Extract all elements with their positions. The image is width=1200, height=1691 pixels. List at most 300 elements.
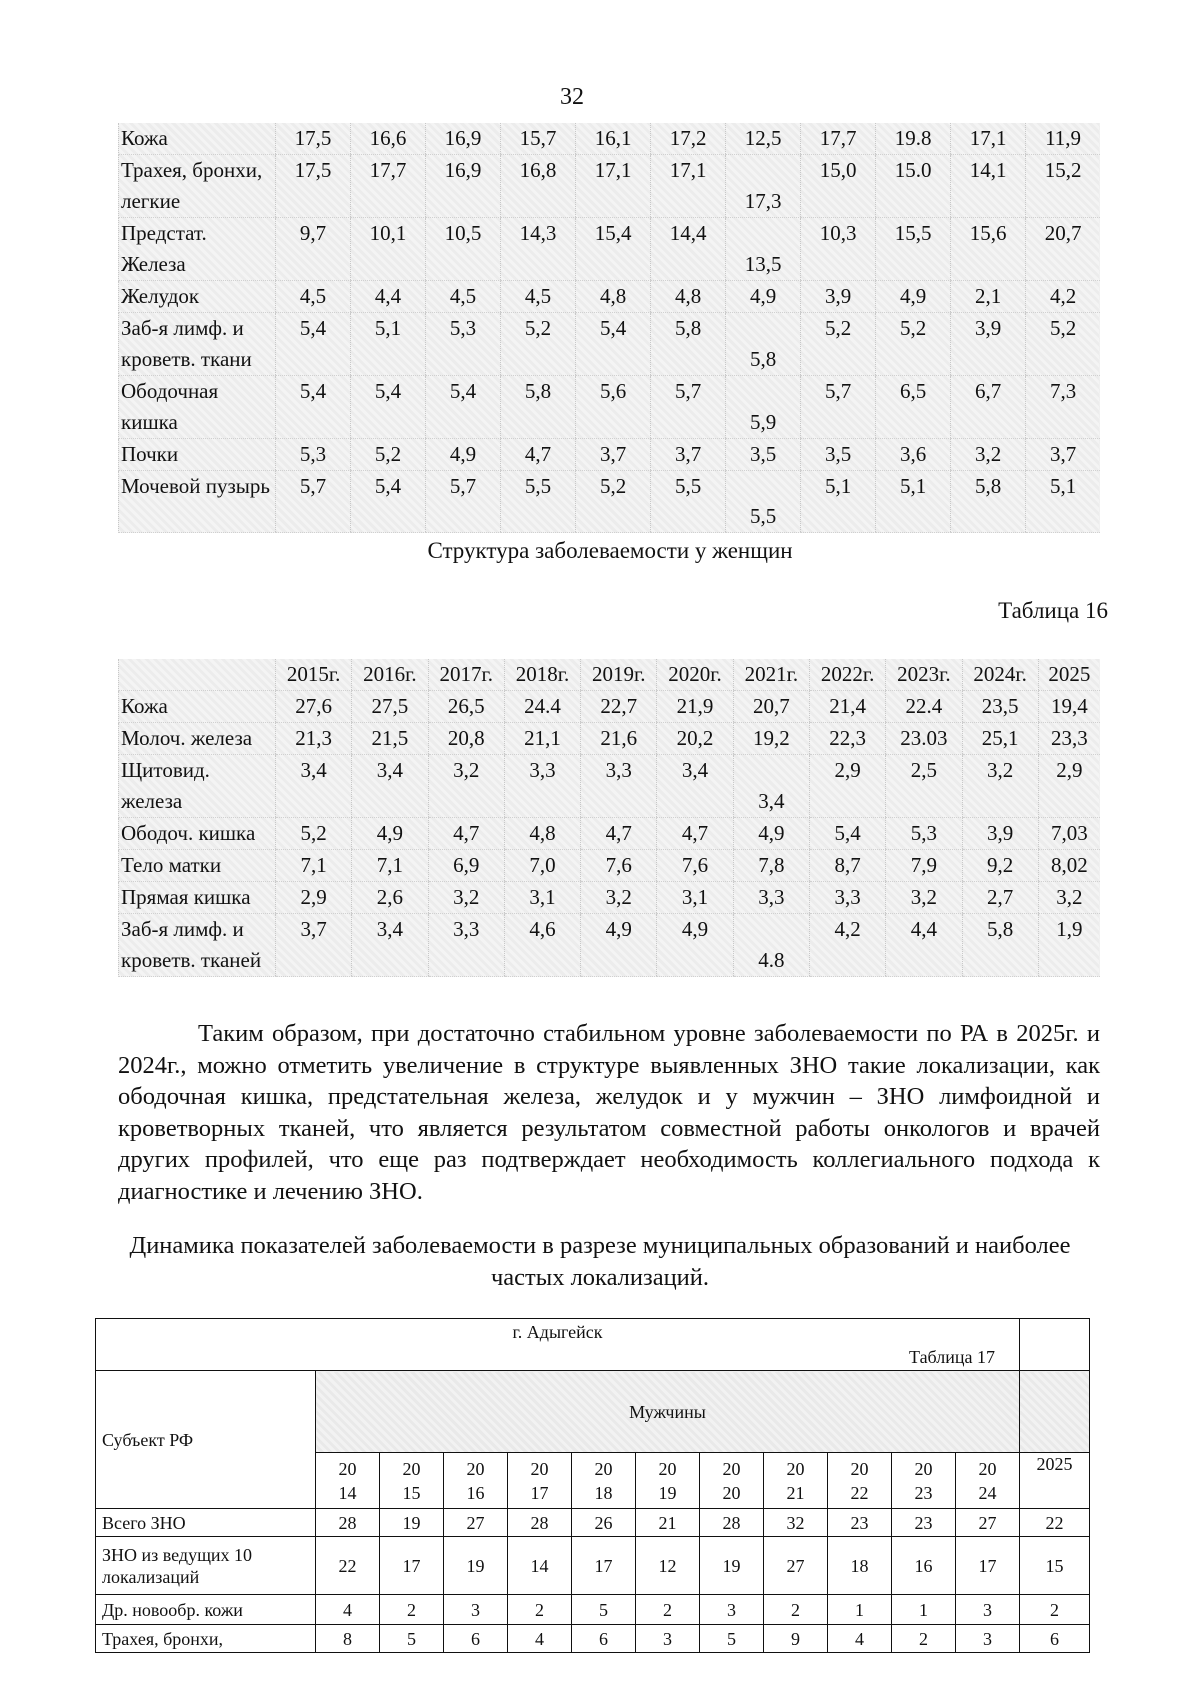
- table-cell: 5,8: [726, 313, 801, 376]
- table-cell: 27,6: [276, 691, 352, 723]
- table-cell: 4,8: [651, 281, 726, 313]
- table-cell: 1: [892, 1595, 956, 1625]
- row-label: Заб-я лимф. и кроветв. тканей: [119, 914, 276, 977]
- table-cell: 6,9: [428, 850, 504, 882]
- table-cell: 22,7: [581, 691, 657, 723]
- table-cell: 3,3: [733, 882, 809, 914]
- table-cell: 5,5: [651, 471, 726, 533]
- row-label: Предстат. Железа: [119, 218, 276, 281]
- column-header: 2019г.: [581, 659, 657, 691]
- table-cell: 2: [1020, 1595, 1090, 1625]
- table-cell: 17,7: [351, 155, 426, 218]
- table-cell: 19,4: [1038, 691, 1100, 723]
- row-label: Молоч. железа: [119, 723, 276, 755]
- table-cell: 20,8: [428, 723, 504, 755]
- table-cell: 5,9: [726, 376, 801, 439]
- table-cell: 4,7: [501, 439, 576, 471]
- table-cell: 3,4: [733, 755, 809, 818]
- year-header: [508, 1453, 572, 1509]
- table-cell: 5,5: [726, 471, 801, 533]
- table-cell: 3,4: [352, 914, 428, 977]
- table-cell: 5,4: [426, 376, 501, 439]
- table-cell: 5,2: [576, 471, 651, 533]
- table-men-incidence-structure: [118, 123, 1100, 533]
- table-cell: 4,9: [581, 914, 657, 977]
- table-cell: 5,4: [276, 313, 351, 376]
- column-header: 2022г.: [809, 659, 885, 691]
- column-header: 2015г.: [276, 659, 352, 691]
- table-cell: 3,2: [581, 882, 657, 914]
- group-header-men: Мужчины: [316, 1371, 1020, 1453]
- column-header: 2021г.: [733, 659, 809, 691]
- table-cell: 5,4: [276, 376, 351, 439]
- year-part: 20: [338, 1458, 357, 1479]
- table-cell: 2: [764, 1595, 828, 1625]
- table-cell: 2,6: [352, 882, 428, 914]
- year-header: [444, 1453, 508, 1509]
- table-cell: 20,7: [1026, 218, 1100, 281]
- year-header: [700, 1453, 764, 1509]
- header-empty-cell: [119, 659, 276, 691]
- table-cell: 4,9: [657, 914, 733, 977]
- table-cell: 12: [636, 1537, 700, 1595]
- table-cell: 22: [316, 1537, 380, 1595]
- table-cell: 4,9: [726, 281, 801, 313]
- table-cell: 14,4: [651, 218, 726, 281]
- table-cell: 16,1: [576, 123, 651, 155]
- year-part: 20: [978, 1458, 997, 1479]
- table-cell: 10,5: [426, 218, 501, 281]
- table-cell: 5,3: [886, 818, 962, 850]
- table-cell: 17,7: [801, 123, 876, 155]
- table-cell: 2,9: [809, 755, 885, 818]
- table-cell: 3: [636, 1625, 700, 1653]
- table-cell: 7,6: [581, 850, 657, 882]
- table-cell: 3,7: [576, 439, 651, 471]
- table-cell: 17: [956, 1537, 1020, 1595]
- table-cell: 9,7: [276, 218, 351, 281]
- empty-cell: [1020, 1319, 1090, 1371]
- year-part: 20: [786, 1458, 805, 1479]
- row-label: Почки: [119, 439, 276, 471]
- column-header: 2016г.: [352, 659, 428, 691]
- table-cell: 3: [956, 1595, 1020, 1625]
- year-part: 18: [594, 1482, 613, 1503]
- row-label: Желудок: [119, 281, 276, 313]
- table-cell: 20,7: [733, 691, 809, 723]
- year-part: 20: [722, 1458, 741, 1479]
- table-cell: 4,7: [428, 818, 504, 850]
- table-cell: 3,7: [1026, 439, 1100, 471]
- table-cell: 4,5: [426, 281, 501, 313]
- table-cell: 7,8: [733, 850, 809, 882]
- caption-women: Структура заболеваемости у женщин: [427, 538, 793, 563]
- table-cell: 16,8: [501, 155, 576, 218]
- table-cell: 14: [508, 1537, 572, 1595]
- table-cell: 5,6: [576, 376, 651, 439]
- table-cell: 4,4: [351, 281, 426, 313]
- table-cell: 3,1: [657, 882, 733, 914]
- table-cell: 3,2: [962, 755, 1038, 818]
- column-header: 2018г.: [504, 659, 580, 691]
- table-cell: 8,7: [809, 850, 885, 882]
- year-part: 21: [786, 1482, 805, 1503]
- column-header: 2024г.: [962, 659, 1038, 691]
- table-cell: 15,2: [1026, 155, 1100, 218]
- header-row: [119, 659, 1101, 691]
- table-cell: 5,2: [351, 439, 426, 471]
- table-cell: 2: [508, 1595, 572, 1625]
- table-cell: 5,1: [1026, 471, 1100, 533]
- table-cell: 4,9: [876, 281, 951, 313]
- year-part: 19: [658, 1482, 677, 1503]
- summary-paragraph: Таким образом, при достаточно стабильном уровне заболеваемости по РА в 2025г. и 2024г., можно отметить увеличение в структуре выявленных ЗНО такие локализации, как ободочная кишка, предстательная железа, желудок и у мужчин – ЗНО лимфоидной и кроветворных тканей, что является результатом совместной работы онкологов и врачей других профилей, что еще раз подтверждает необходимость коллегиального подхода к диагностике и лечению ЗНО.: [118, 1020, 1100, 1205]
- table-cell: 3,3: [428, 914, 504, 977]
- table-cell: 8: [316, 1625, 380, 1653]
- table-cell: 26: [572, 1509, 636, 1537]
- table-row: [119, 218, 1101, 281]
- table-cell: 21,6: [581, 723, 657, 755]
- table-cell: 10,3: [801, 218, 876, 281]
- table-cell: 3,9: [951, 313, 1026, 376]
- table-row: [119, 850, 1101, 882]
- table-cell: 13,5: [726, 218, 801, 281]
- table-cell: 5,7: [801, 376, 876, 439]
- table-cell: 7,1: [352, 850, 428, 882]
- table-cell: 16: [892, 1537, 956, 1595]
- table-cell: 15,7: [501, 123, 576, 155]
- table-cell: 7,3: [1026, 376, 1100, 439]
- year-part: 20: [722, 1482, 741, 1503]
- table-cell: 19.8: [876, 123, 951, 155]
- table-cell: 4,8: [504, 818, 580, 850]
- table-cell: 7,03: [1038, 818, 1100, 850]
- table-cell: 23: [892, 1509, 956, 1537]
- table-cell: 27: [956, 1509, 1020, 1537]
- row-label: Заб-я лимф. и кроветв. ткани: [119, 313, 276, 376]
- table-cell: 5,2: [276, 818, 352, 850]
- table-cell: 10,1: [351, 218, 426, 281]
- table-cell: 21,9: [657, 691, 733, 723]
- table-cell: 15,6: [951, 218, 1026, 281]
- table-cell: 3,9: [962, 818, 1038, 850]
- column-header: 2023г.: [886, 659, 962, 691]
- table-cell: 5,8: [651, 313, 726, 376]
- table-cell: 6,5: [876, 376, 951, 439]
- table-cell: 5,8: [962, 914, 1038, 977]
- table-cell: 28: [316, 1509, 380, 1537]
- table-cell: 7,1: [276, 850, 352, 882]
- table-cell: 5,8: [951, 471, 1026, 533]
- table-cell: 14,1: [951, 155, 1026, 218]
- table-cell: 27: [444, 1509, 508, 1537]
- table-cell: 3,3: [809, 882, 885, 914]
- table-cell: 3,2: [951, 439, 1026, 471]
- table17-title-row: [96, 1319, 1090, 1371]
- table-cell: 2,1: [951, 281, 1026, 313]
- year-part: 20: [402, 1458, 421, 1479]
- year-part: 20: [594, 1458, 613, 1479]
- table-cell: 5,7: [276, 471, 351, 533]
- row-label: Трахея, бронхи,: [96, 1625, 316, 1653]
- table-cell: 4,2: [809, 914, 885, 977]
- table-row: [96, 1537, 1090, 1595]
- table-cell: 2,5: [886, 755, 962, 818]
- table-cell: 23,3: [1038, 723, 1100, 755]
- year-part: 15: [402, 1482, 421, 1503]
- table-cell: 19,2: [733, 723, 809, 755]
- table-cell: 5,5: [501, 471, 576, 533]
- table-cell: 17,5: [276, 123, 351, 155]
- table-cell: 15,0: [801, 155, 876, 218]
- table-cell: 3,2: [428, 882, 504, 914]
- row-label: Трахея, бронхи, легкие: [119, 155, 276, 218]
- table-cell: 5,2: [1026, 313, 1100, 376]
- row-label: Щитовид. железа: [119, 755, 276, 818]
- table-cell: 5: [380, 1625, 444, 1653]
- table-cell: 17: [380, 1537, 444, 1595]
- table-cell: 5,4: [576, 313, 651, 376]
- table-cell: 17: [572, 1537, 636, 1595]
- table-cell: 5,7: [651, 376, 726, 439]
- year-header: [956, 1453, 1020, 1509]
- table-cell: 14,3: [501, 218, 576, 281]
- table-cell: 27,5: [352, 691, 428, 723]
- table-cell: 21,5: [352, 723, 428, 755]
- table-cell: 3,9: [801, 281, 876, 313]
- table-cell: 22: [1020, 1509, 1090, 1537]
- row-label: Ободочная кишка: [119, 376, 276, 439]
- year-part: 14: [338, 1482, 357, 1503]
- table16-label: Таблица 16: [998, 598, 1108, 623]
- table-cell: 19: [380, 1509, 444, 1537]
- page-number: 32: [560, 84, 584, 110]
- table-cell: 4.8: [733, 914, 809, 977]
- table-row: [96, 1595, 1090, 1625]
- table-cell: 28: [700, 1509, 764, 1537]
- empty-cell: [1020, 1371, 1090, 1453]
- table-cell: 16,9: [426, 123, 501, 155]
- column-header: 2017г.: [428, 659, 504, 691]
- table-cell: 4,9: [352, 818, 428, 850]
- table-cell: 5,4: [351, 376, 426, 439]
- table-cell: 5,2: [801, 313, 876, 376]
- row-label: Ободоч. кишка: [119, 818, 276, 850]
- table-cell: 24.4: [504, 691, 580, 723]
- table-cell: 11,9: [1026, 123, 1100, 155]
- table-cell: 1,9: [1038, 914, 1100, 977]
- table-cell: 3,4: [657, 755, 733, 818]
- table17-label: Таблица 17: [909, 1347, 995, 1367]
- table-women-incidence-structure: [118, 659, 1100, 977]
- table-cell: 5,4: [351, 471, 426, 533]
- column-header: 2025: [1038, 659, 1100, 691]
- year-header: [380, 1453, 444, 1509]
- year-part: 20: [530, 1458, 549, 1479]
- table-cell: 5,3: [426, 313, 501, 376]
- table-cell: 2: [892, 1625, 956, 1653]
- table-cell: 17,3: [726, 155, 801, 218]
- city-name: г. Адыгейск: [512, 1322, 603, 1342]
- table-cell: 20,2: [657, 723, 733, 755]
- row-label: Тело матки: [119, 850, 276, 882]
- table-row: [119, 439, 1101, 471]
- row-label: Прямая кишка: [119, 882, 276, 914]
- table-cell: 23.03: [886, 723, 962, 755]
- year-part: 20: [850, 1458, 869, 1479]
- table-cell: 21: [636, 1509, 700, 1537]
- table-row: [119, 691, 1101, 723]
- table-cell: 2,9: [276, 882, 352, 914]
- table-cell: 3,2: [1038, 882, 1100, 914]
- table-cell: 5,2: [876, 313, 951, 376]
- table-cell: 23: [828, 1509, 892, 1537]
- year-part: 16: [466, 1482, 485, 1503]
- table-cell: 3,6: [876, 439, 951, 471]
- table-cell: 2: [380, 1595, 444, 1625]
- table-cell: 5,4: [809, 818, 885, 850]
- table-cell: 19: [444, 1537, 508, 1595]
- table-cell: 6: [1020, 1625, 1090, 1653]
- table-cell: 5,2: [501, 313, 576, 376]
- table-cell: 4,6: [504, 914, 580, 977]
- table-cell: 5,8: [501, 376, 576, 439]
- table17-adygeysk: [95, 1318, 1090, 1653]
- table-cell: 2,7: [962, 882, 1038, 914]
- table-row: [119, 914, 1101, 977]
- table-cell: 19: [700, 1537, 764, 1595]
- table-row: [96, 1625, 1090, 1653]
- table-cell: 7,9: [886, 850, 962, 882]
- table-cell: 17,2: [651, 123, 726, 155]
- table-cell: 3: [700, 1595, 764, 1625]
- table-cell: 3,5: [726, 439, 801, 471]
- table-cell: 4,2: [1026, 281, 1100, 313]
- table-row: [119, 818, 1101, 850]
- table-row: [119, 723, 1101, 755]
- year-part: 24: [978, 1482, 997, 1503]
- table-cell: 22,3: [809, 723, 885, 755]
- table-row: [119, 281, 1101, 313]
- table-cell: 3,3: [504, 755, 580, 818]
- year-header: [316, 1453, 380, 1509]
- table-row: [119, 882, 1101, 914]
- year-part: 23: [914, 1482, 933, 1503]
- table-cell: 17,1: [576, 155, 651, 218]
- table-cell: 5,1: [801, 471, 876, 533]
- table-cell: 4,4: [886, 914, 962, 977]
- table-cell: 4,5: [276, 281, 351, 313]
- table-cell: 5: [572, 1595, 636, 1625]
- table-row: [119, 123, 1101, 155]
- table-cell: 4: [828, 1625, 892, 1653]
- table-cell: 3,7: [276, 914, 352, 977]
- table-cell: 5: [700, 1625, 764, 1653]
- table-cell: 4,9: [733, 818, 809, 850]
- table-cell: 17,5: [276, 155, 351, 218]
- table-cell: 15.0: [876, 155, 951, 218]
- table-cell: 8,02: [1038, 850, 1100, 882]
- table-cell: 3,5: [801, 439, 876, 471]
- table-cell: 3,3: [581, 755, 657, 818]
- table-cell: 3,7: [651, 439, 726, 471]
- year-header: [892, 1453, 956, 1509]
- row-label: Всего ЗНО: [96, 1509, 316, 1537]
- table-cell: 4,7: [581, 818, 657, 850]
- table-cell: 5,3: [276, 439, 351, 471]
- table-cell: 4,5: [501, 281, 576, 313]
- table-cell: 2,9: [1038, 755, 1100, 818]
- table-cell: 21,4: [809, 691, 885, 723]
- year-part: 20: [658, 1458, 677, 1479]
- table-cell: 6: [572, 1625, 636, 1653]
- table-cell: 5,1: [351, 313, 426, 376]
- table-row: [119, 313, 1101, 376]
- table-cell: 16,6: [351, 123, 426, 155]
- table-cell: 18: [828, 1537, 892, 1595]
- table-cell: 32: [764, 1509, 828, 1537]
- table-cell: 7,0: [504, 850, 580, 882]
- table-cell: 15,4: [576, 218, 651, 281]
- row-label: Кожа: [119, 123, 276, 155]
- year-part: 20: [914, 1458, 933, 1479]
- table17-header-row: [96, 1371, 1090, 1453]
- row-label: Мочевой пузырь: [119, 471, 276, 533]
- section-heading: Динамика показателей заболеваемости в разрезе муниципальных образований и наиболее частых локализаций.: [129, 1232, 1071, 1291]
- table-cell: 15: [1020, 1537, 1090, 1595]
- table-row: [96, 1509, 1090, 1537]
- table-cell: 7,6: [657, 850, 733, 882]
- table-cell: 1: [828, 1595, 892, 1625]
- table-row: [119, 155, 1101, 218]
- table-cell: 25,1: [962, 723, 1038, 755]
- table-cell: 3: [444, 1595, 508, 1625]
- table-cell: 12,5: [726, 123, 801, 155]
- table-cell: 26,5: [428, 691, 504, 723]
- table-cell: 27: [764, 1537, 828, 1595]
- table-cell: 6: [444, 1625, 508, 1653]
- table-cell: 4,9: [426, 439, 501, 471]
- table-cell: 17,1: [951, 123, 1026, 155]
- table-cell: 15,5: [876, 218, 951, 281]
- year-header: 2025: [1020, 1453, 1090, 1509]
- table-cell: 9,2: [962, 850, 1038, 882]
- year-header: [572, 1453, 636, 1509]
- column-header: 2020г.: [657, 659, 733, 691]
- table-row: [119, 376, 1101, 439]
- table-cell: 2: [636, 1595, 700, 1625]
- table-cell: 3,2: [886, 882, 962, 914]
- table-cell: 4: [508, 1625, 572, 1653]
- table-cell: 5,7: [426, 471, 501, 533]
- table-cell: 23,5: [962, 691, 1038, 723]
- table-cell: 3,1: [504, 882, 580, 914]
- year-part: 22: [850, 1482, 869, 1503]
- table-cell: 4,7: [657, 818, 733, 850]
- year-header: [764, 1453, 828, 1509]
- table-cell: 5,1: [876, 471, 951, 533]
- table-cell: 6,7: [951, 376, 1026, 439]
- table-cell: 28: [508, 1509, 572, 1537]
- table-cell: 21,1: [504, 723, 580, 755]
- table-cell: 3,2: [428, 755, 504, 818]
- table-cell: 21,3: [276, 723, 352, 755]
- table-cell: 4: [316, 1595, 380, 1625]
- table17-title-cell: [96, 1319, 1020, 1371]
- subject-header: Субъект РФ: [96, 1371, 316, 1509]
- year-header: [636, 1453, 700, 1509]
- row-label: Кожа: [119, 691, 276, 723]
